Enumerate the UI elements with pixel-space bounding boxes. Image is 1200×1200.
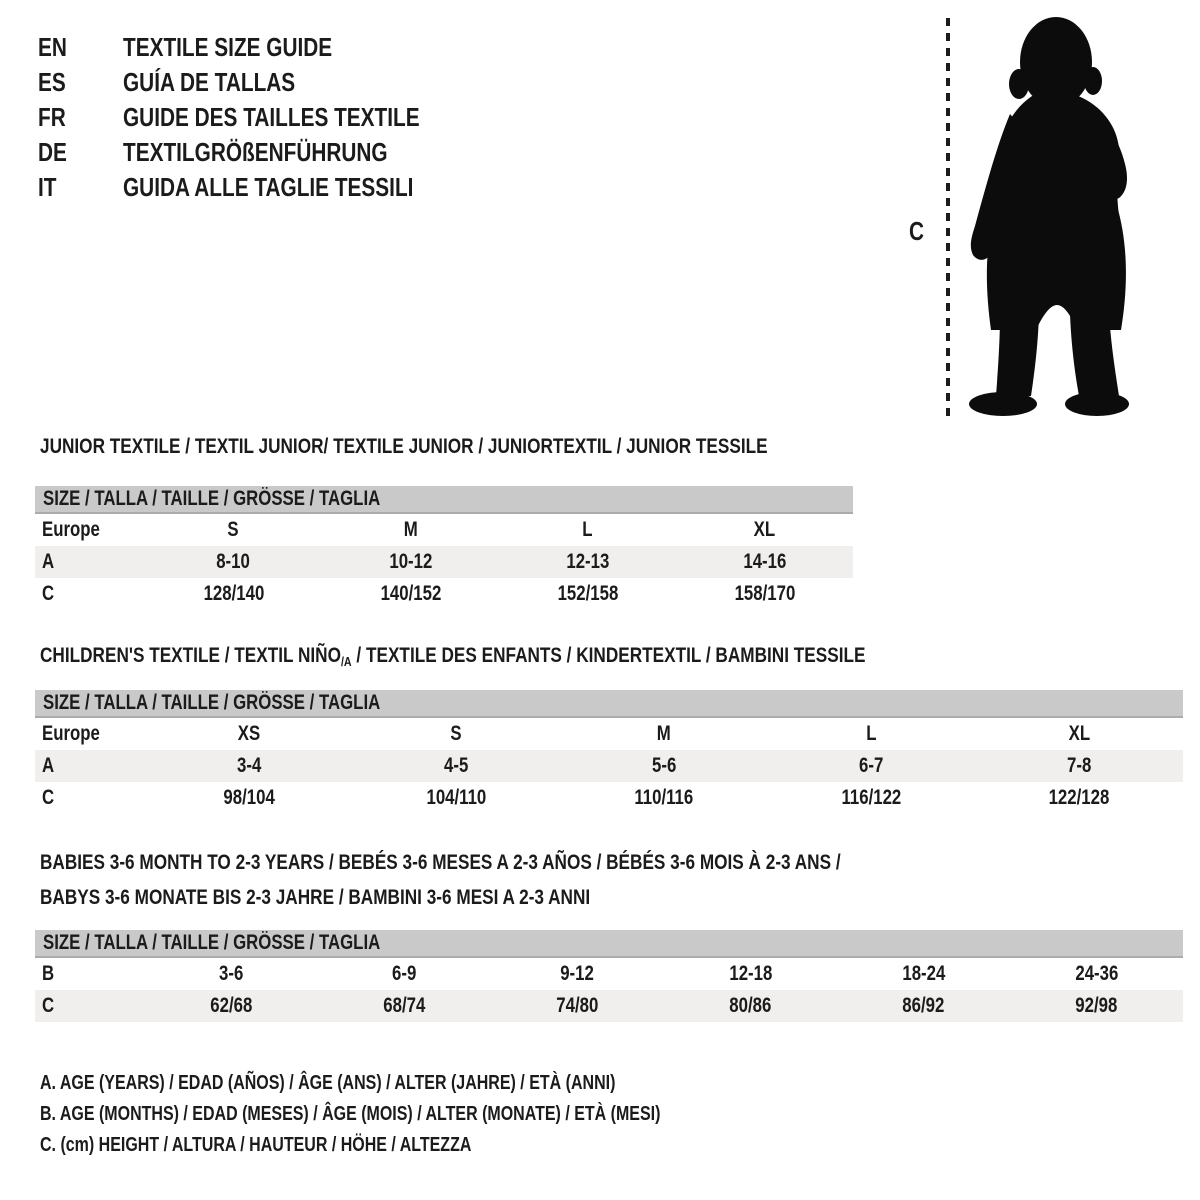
table-cell: M <box>403 518 418 541</box>
table-row <box>35 958 1183 990</box>
height-measure-dashed-line <box>946 18 950 416</box>
nino-a-subscript: /A <box>340 653 352 669</box>
junior-section-title: JUNIOR TEXTILE / TEXTIL JUNIOR/ TEXTILE JUNIOR / JUNIORTEXTIL / JUNIOR TESSILE <box>40 434 768 458</box>
legend-line-b: B. AGE (MONTHS) / EDAD (MESES) / ÂGE (MOIS) / ALTER (MONATE) / ETÀ (MESI) <box>40 1103 661 1125</box>
language-row-fr <box>38 100 494 135</box>
row-label: C <box>42 582 55 605</box>
height-measure-label: C <box>909 216 925 246</box>
row-label: Europe <box>42 722 100 745</box>
table-cell: 98/104 <box>223 786 275 809</box>
table-cell: 5-6 <box>651 754 677 777</box>
table-cell: 74/80 <box>556 994 599 1017</box>
language-code: FR <box>38 102 66 132</box>
table-cell: 116/122 <box>841 786 902 809</box>
table-cell: 152/158 <box>557 582 618 605</box>
size-header-band: SIZE / TALLA / TAILLE / GRÖSSE / TAGLIA <box>35 690 1183 718</box>
babies-table-rows <box>35 958 1183 1022</box>
language-guide-title: GUIDA ALLE TAGLIE TESSILI <box>123 172 414 202</box>
row-label: A <box>42 550 55 573</box>
table-row <box>35 546 853 578</box>
table-cell: 6-9 <box>392 962 417 985</box>
table-row <box>35 578 853 610</box>
table-row <box>35 782 1183 814</box>
table-cell: 80/86 <box>729 994 772 1017</box>
table-cell: 104/110 <box>426 786 487 809</box>
table-row <box>35 514 853 546</box>
table-row <box>35 990 1183 1022</box>
junior-table-rows <box>35 514 853 610</box>
table-cell: 8-10 <box>216 550 251 573</box>
size-header-band: SIZE / TALLA / TAILLE / GRÖSSE / TAGLIA <box>35 930 1183 958</box>
row-label: Europe <box>42 518 100 541</box>
language-row-de <box>38 135 494 170</box>
table-cell: 110/116 <box>634 786 694 809</box>
language-title-list <box>38 30 494 205</box>
junior-size-table <box>35 486 853 610</box>
table-cell: L <box>866 722 877 745</box>
table-cell: 92/98 <box>1075 994 1118 1017</box>
row-label: C <box>42 994 55 1017</box>
table-cell: 7-8 <box>1067 754 1092 777</box>
children-size-table <box>35 690 1183 814</box>
table-cell: XL <box>1068 722 1090 745</box>
table-cell: S <box>227 518 240 541</box>
babies-section-title: BABIES 3-6 MONTH TO 2-3 YEARS / BEBÉS 3-6 MESES A 2-3 AÑOS / BÉBÉS 3-6 MOIS À 2-3 ANS / BABYS 3-6 MONATE BIS 2-3 JAHRE / BAMBINI 3-6 MESI A 2-3 ANNI <box>40 850 841 909</box>
table-cell: 9-12 <box>560 962 595 985</box>
table-cell: 4-5 <box>444 754 469 777</box>
table-cell: 14-16 <box>743 550 786 573</box>
table-cell: XS <box>237 722 260 745</box>
table-cell: XL <box>753 518 776 541</box>
language-row-en <box>38 30 494 65</box>
table-cell: 12-13 <box>566 550 609 573</box>
table-cell: 158/170 <box>734 582 795 605</box>
table-cell: 122/128 <box>1048 786 1110 809</box>
table-cell: 3-4 <box>236 754 261 777</box>
legend-line-a: A. AGE (YEARS) / EDAD (AÑOS) / ÂGE (ANS) / ALTER (JAHRE) / ETÀ (ANNI) <box>40 1072 616 1094</box>
table-cell: 18-24 <box>902 962 945 985</box>
table-row <box>35 718 1183 750</box>
language-guide-title: GUIDE DES TAILLES TEXTILE <box>123 102 420 132</box>
table-cell: S <box>450 722 462 745</box>
language-row-it <box>38 170 494 205</box>
language-code: EN <box>38 32 67 62</box>
language-code: IT <box>38 172 57 202</box>
language-code: DE <box>38 137 67 167</box>
measurement-legend <box>40 1068 816 1161</box>
table-cell: 128/140 <box>203 582 264 605</box>
language-row-es <box>38 65 494 100</box>
table-cell: 6-7 <box>859 754 884 777</box>
children-table-rows <box>35 718 1183 814</box>
table-row <box>35 750 1183 782</box>
table-cell: 3-6 <box>219 962 244 985</box>
table-cell: 86/92 <box>902 994 945 1017</box>
row-label: C <box>42 786 55 809</box>
table-cell: L <box>582 518 593 541</box>
row-label: B <box>42 962 55 985</box>
table-cell: M <box>656 722 671 745</box>
babies-size-table <box>35 930 1183 1022</box>
table-cell: 24-36 <box>1075 962 1118 985</box>
children-section-title: CHILDREN'S TEXTILE / TEXTIL NIÑO/A / TEXTILE DES ENFANTS / KINDERTEXTIL / BAMBINI TESSILE <box>40 643 866 669</box>
size-header-band: SIZE / TALLA / TAILLE / GRÖSSE / TAGLIA <box>35 486 853 514</box>
language-guide-title: TEXTILGRÖßENFÜHRUNG <box>123 137 388 167</box>
toddler-silhouette-icon <box>958 14 1142 418</box>
table-cell: 68/74 <box>383 994 426 1017</box>
table-cell: 140/152 <box>380 582 441 605</box>
legend-line-c: C. (cm) HEIGHT / ALTURA / HAUTEUR / HÖHE / ALTEZZA <box>40 1134 472 1156</box>
language-guide-title: GUÍA DE TALLAS <box>123 67 296 97</box>
table-cell: 10-12 <box>389 550 432 573</box>
language-guide-title: TEXTILE SIZE GUIDE <box>123 32 333 62</box>
table-cell: 62/68 <box>210 994 253 1017</box>
row-label: A <box>42 754 55 777</box>
language-code: ES <box>38 67 66 97</box>
table-cell: 12-18 <box>729 962 772 985</box>
